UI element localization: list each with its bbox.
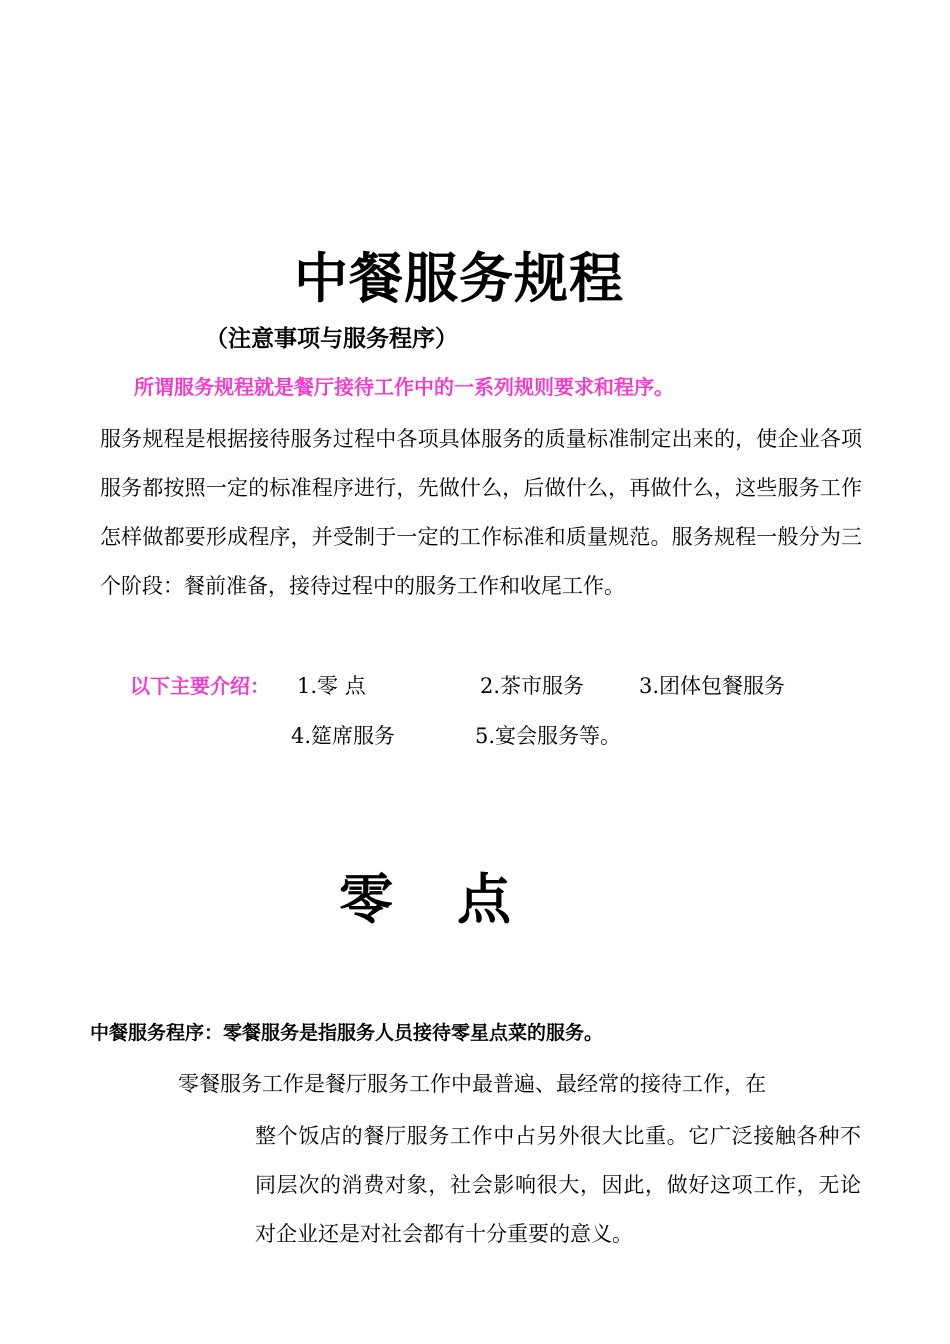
procedure-heading: 中餐服务程序：零餐服务是指服务人员接待零星点菜的服务。 <box>90 1022 604 1044</box>
intro-item-5: 5.宴会服务等。 <box>475 724 622 748</box>
document-title: 中餐服务规程 <box>294 247 624 310</box>
section-title <box>0 862 850 938</box>
section-title-char-1: 零 <box>339 868 393 931</box>
intro-item-4: 4.筵席服务 <box>291 724 396 748</box>
intro-item-1: 1.零 点 <box>297 674 366 698</box>
body-paragraph-first-line: 零餐服务工作是餐厅服务工作中最普遍、最经常的接待工作，在 <box>178 1072 766 1096</box>
body-paragraph-continuation: 整个饭店的餐厅服务工作中占另外很大比重。它广泛接触各种不同层次的消费对象，社会影响很大，因此，做好这项工作，无论对企业还是对社会都有十分重要的意义。 <box>255 1124 861 1246</box>
definition-line: 所谓服务规程就是餐厅接待工作中的一系列规则要求和程序。 <box>134 375 674 399</box>
section-title-char-2: 点 <box>457 868 511 931</box>
intro-item-3: 3.团体包餐服务 <box>639 674 786 698</box>
intro-item-2: 2.茶市服务 <box>480 674 585 698</box>
intro-paragraph: 服务规程是根据接待服务过程中各项具体服务的质量标准制定出来的，使企业各项服务都按照一定的标准程序进行，先做什么，后做什么，再做什么，这些服务工作怎样做都要形成程序，并受制于一定的工作标准和质量规范。服务规程一般分为三个阶段：餐前准备，接待过程中的服务工作和收尾工作。 <box>100 427 862 598</box>
document-subtitle: （注意事项与服务程序） <box>205 326 458 352</box>
intro-label: 以下主要介绍： <box>130 674 270 698</box>
